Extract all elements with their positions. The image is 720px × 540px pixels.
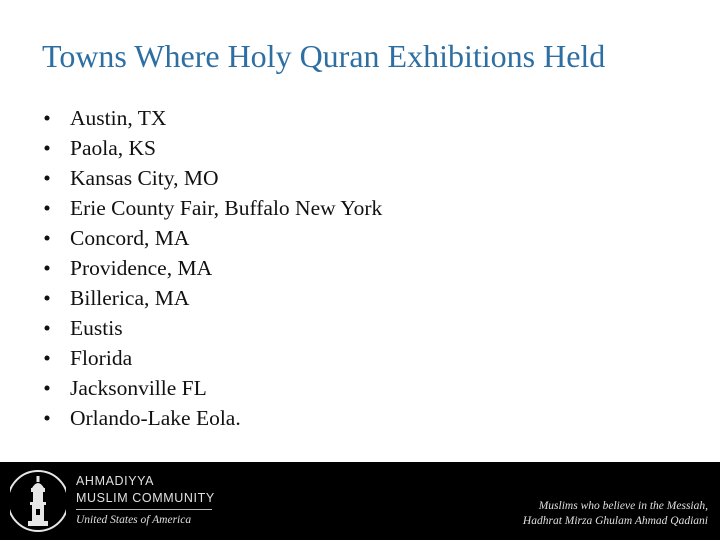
tagline-line2: Hadhrat Mirza Ghulam Ahmad Qadiani [522,515,708,527]
bullet-marker: • [43,316,51,340]
bullet-marker: • [43,196,51,220]
bullet-text: Florida [70,346,133,370]
minaret-icon [10,468,66,534]
bullet-text: Erie County Fair, Buffalo New York [70,196,383,220]
bullet-item [40,253,382,283]
slide-title: Towns Where Holy Quran Exhibitions Held [42,38,606,74]
bullet-item [40,133,382,163]
footer-banner [0,462,720,540]
bullet-item [40,313,382,343]
org-divider [76,509,212,510]
bullet-text: Providence, MA [70,256,213,280]
bullet-marker: • [43,346,51,370]
bullet-text: Austin, TX [70,106,167,130]
bullet-marker: • [43,376,51,400]
bullet-text: Jacksonville FL [70,376,207,400]
bullet-list [40,103,382,433]
bullet-text: Paola, KS [70,136,156,160]
bullet-marker: • [43,226,51,250]
org-name-line2: MUSLIM COMMUNITY [76,491,215,505]
bullet-item [40,223,382,253]
bullet-item [40,163,382,193]
bullet-text: Orlando-Lake Eola. [70,406,241,430]
bullet-text: Eustis [70,316,123,340]
bullet-text: Billerica, MA [70,286,190,310]
bullet-text: Kansas City, MO [70,166,219,190]
bullet-item [40,373,382,403]
bullet-item [40,103,382,133]
org-country: United States of America [76,514,192,526]
bullet-marker: • [43,106,51,130]
bullet-item [40,403,382,433]
bullet-item [40,283,382,313]
bullet-marker: • [43,286,51,310]
bullet-marker: • [43,166,51,190]
bullet-marker: • [43,256,51,280]
bullet-item [40,343,382,373]
bullet-item [40,193,382,223]
bullet-text: Concord, MA [70,226,190,250]
tagline-line1: Muslims who believe in the Messiah, [538,500,708,512]
bullet-marker: • [43,406,51,430]
org-name-line1: AHMADIYYA [76,474,155,488]
bullet-marker: • [43,136,51,160]
